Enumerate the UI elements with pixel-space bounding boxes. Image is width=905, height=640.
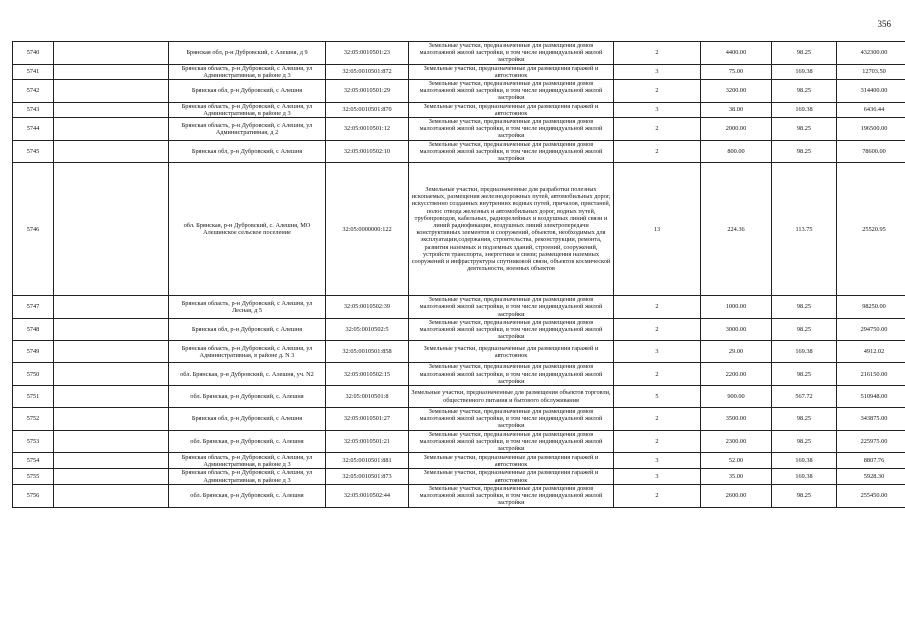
specific-value-cell: 98.25: [772, 363, 837, 386]
area-cell: 35.00: [701, 469, 772, 484]
use-group-cell: 2: [614, 318, 701, 341]
use-group-cell: 2: [614, 408, 701, 431]
land-use-cell: Земельные участки, предназначенные для размещения домов малоэтажной жилой застройки, в том числе индивидуальной жилой застройки: [409, 430, 614, 453]
empty-cell: [54, 102, 169, 117]
cadastral-number-cell: 32:05:0010502:5: [326, 318, 409, 341]
cadastral-value-cell: 98250.00: [837, 296, 905, 319]
land-use-cell: Земельные участки, предназначенные для размещения гаражей и автостоянок: [409, 453, 614, 469]
address-cell: Брянская обл, р-н Дубровский, с Алешня: [169, 408, 326, 431]
land-use-cell: Земельные участки, предназначенные для размещения домов малоэтажной жилой застройки, в том числе индивидуальной жилой застройки: [409, 408, 614, 431]
address-cell: Брянская область, р-н Дубровский, с Алешня, ул Административная, в районе д 3: [169, 102, 326, 117]
area-cell: 2200.00: [701, 363, 772, 386]
row-number-cell: 5752: [13, 408, 54, 431]
table-row: [13, 469, 905, 484]
empty-cell: [54, 453, 169, 469]
land-use-cell: Земельные участки, предназначенные для размещения домов малоэтажной жилой застройки, в том числе индивидуальной жилой застройки: [409, 80, 614, 103]
land-use-cell: Земельные участки, предназначенные для размещения домов малоэтажной жилой застройки, в том числе индивидуальной жилой застройки: [409, 318, 614, 341]
row-number-cell: 5744: [13, 118, 54, 141]
use-group-cell: 3: [614, 341, 701, 363]
address-cell: обл. Брянская, р-н Дубровский, с. Алешня: [169, 430, 326, 453]
specific-value-cell: 98.25: [772, 140, 837, 163]
specific-value-cell: 169.38: [772, 453, 837, 469]
row-number-cell: 5742: [13, 80, 54, 103]
cadastral-value-cell: 510948.00: [837, 386, 905, 408]
land-use-cell: Земельные участки, предназначенные для размещения домов малоэтажной жилой застройки, в том числе индивидуальной жилой застройки: [409, 140, 614, 163]
cadastral-value-cell: 25520.95: [837, 163, 905, 296]
area-cell: 2300.00: [701, 430, 772, 453]
use-group-cell: 2: [614, 484, 701, 507]
page-number: 356: [877, 19, 891, 29]
empty-cell: [54, 318, 169, 341]
empty-cell: [54, 140, 169, 163]
specific-value-cell: 98.25: [772, 430, 837, 453]
land-use-cell: Земельные участки, предназначенные для размещения домов малоэтажной жилой застройки, в том числе индивидуальной жилой застройки: [409, 363, 614, 386]
specific-value-cell: 113.75: [772, 163, 837, 296]
specific-value-cell: 98.25: [772, 318, 837, 341]
land-use-cell: Земельные участки, предназначенные для размещения гаражей и автостоянок: [409, 64, 614, 79]
cadastral-value-cell: 78600.00: [837, 140, 905, 163]
row-number-cell: 5746: [13, 163, 54, 296]
cadastral-value-cell: 12703.50: [837, 64, 905, 79]
address-cell: Брянская область, р-н Дубровский, с Алешня, ул Административная, в районе д 3: [169, 469, 326, 484]
use-group-cell: 2: [614, 430, 701, 453]
row-number-cell: 5748: [13, 318, 54, 341]
row-number-cell: 5756: [13, 484, 54, 507]
table-row: [13, 80, 905, 103]
specific-value-cell: 567.72: [772, 386, 837, 408]
empty-cell: [54, 64, 169, 79]
address-cell: Брянская область, р-н Дубровский, с Алешня, ул Административная, д 2: [169, 118, 326, 141]
use-group-cell: 2: [614, 140, 701, 163]
address-cell: обл. Брянская, р-н Дубровский, с. Алешня, уч. N2: [169, 363, 326, 386]
cadastral-value-cell: 314400.00: [837, 80, 905, 103]
table-row: [13, 163, 905, 296]
row-number-cell: 5751: [13, 386, 54, 408]
row-number-cell: 5745: [13, 140, 54, 163]
empty-cell: [54, 42, 169, 65]
area-cell: 3200.00: [701, 80, 772, 103]
cadastral-value-cell: 343875.00: [837, 408, 905, 431]
row-number-cell: 5755: [13, 469, 54, 484]
empty-cell: [54, 484, 169, 507]
cadastral-value-cell: 196500.00: [837, 118, 905, 141]
empty-cell: [54, 296, 169, 319]
address-cell: Брянская область, р-н Дубровский, с Алешня, ул Административная, в районе д. N 3: [169, 341, 326, 363]
area-cell: 800.00: [701, 140, 772, 163]
land-use-cell: Земельные участки, предназначенные для размещения гаражей и автостоянок: [409, 469, 614, 484]
land-registry-table: [12, 41, 905, 508]
empty-cell: [54, 408, 169, 431]
empty-cell: [54, 80, 169, 103]
area-cell: 38.00: [701, 102, 772, 117]
table-row: [13, 296, 905, 319]
address-cell: обл. Брянская, р-н Дубровский, с. Алешня, МО Алешинское сельское поселение: [169, 163, 326, 296]
area-cell: 900.00: [701, 386, 772, 408]
use-group-cell: 3: [614, 453, 701, 469]
cadastral-value-cell: 294750.00: [837, 318, 905, 341]
use-group-cell: 5: [614, 386, 701, 408]
land-use-cell: Земельные участки, предназначенные для разработки полезных ископаемых, размещения железнодорожных путей, автомобильных дорог, искусственно созданных внутренних водных путей, причалов, пристаней, полос отвода железных и автомобильных дорог, водных путей, трубопроводов, кабельных, радиорелейных и воздушных линий связи и линий радиофикации, воздушных линий электропередачи конструктивных элементов и сооружений, объектов, необходимых для эксплуатации,содержания, строительства, реконструкции, ремонта, развития наземных и подземных зданий, строений, сооружений, устройств транспорта, энергетики и связи; размещения наземных сооружений и инфраструктуры спутниковой связи, объектов космической деятельности, военных объектов: [409, 163, 614, 296]
cadastral-number-cell: 32:05:0010501:29: [326, 80, 409, 103]
address-cell: Брянская область, р-н Дубровский, с Алешня, ул Административная, в районе д 3: [169, 64, 326, 79]
table-row: [13, 453, 905, 469]
use-group-cell: 3: [614, 469, 701, 484]
use-group-cell: 2: [614, 296, 701, 319]
use-group-cell: 3: [614, 102, 701, 117]
cadastral-number-cell: 32:05:0010501:21: [326, 430, 409, 453]
cadastral-value-cell: 432300.00: [837, 42, 905, 65]
address-cell: Брянская обл, р-н Дубровский, с Алешня: [169, 140, 326, 163]
table-row: [13, 484, 905, 507]
use-group-cell: 2: [614, 363, 701, 386]
table-row: [13, 118, 905, 141]
specific-value-cell: 169.38: [772, 341, 837, 363]
address-cell: Брянская обл, р-н Дубровский, с Алешня, д 9: [169, 42, 326, 65]
empty-cell: [54, 469, 169, 484]
cadastral-value-cell: 4912.02: [837, 341, 905, 363]
table-row: [13, 42, 905, 65]
cadastral-number-cell: 32:05:0010502:15: [326, 363, 409, 386]
table-row: [13, 102, 905, 117]
table-row: [13, 386, 905, 408]
land-use-cell: Земельные участки, предназначенные для размещения гаражей и автостоянок: [409, 341, 614, 363]
cadastral-value-cell: 216150.00: [837, 363, 905, 386]
specific-value-cell: 169.38: [772, 469, 837, 484]
specific-value-cell: 169.38: [772, 64, 837, 79]
cadastral-number-cell: 32:05:0000000:122: [326, 163, 409, 296]
cadastral-number-cell: 32:05:0010501:27: [326, 408, 409, 431]
address-cell: обл. Брянская, р-н Дубровский, с. Алешня: [169, 386, 326, 408]
area-cell: 1000.00: [701, 296, 772, 319]
specific-value-cell: 98.25: [772, 296, 837, 319]
table-body: [13, 42, 905, 508]
cadastral-number-cell: 32:05:0010502:10: [326, 140, 409, 163]
cadastral-value-cell: 255450.00: [837, 484, 905, 507]
empty-cell: [54, 430, 169, 453]
specific-value-cell: 98.25: [772, 408, 837, 431]
cadastral-number-cell: 32:05:0010501:23: [326, 42, 409, 65]
use-group-cell: 3: [614, 64, 701, 79]
row-number-cell: 5740: [13, 42, 54, 65]
area-cell: 3500.00: [701, 408, 772, 431]
row-number-cell: 5750: [13, 363, 54, 386]
area-cell: 75.00: [701, 64, 772, 79]
specific-value-cell: 169.38: [772, 102, 837, 117]
cadastral-number-cell: 32:05:0010501:8: [326, 386, 409, 408]
specific-value-cell: 98.25: [772, 42, 837, 65]
area-cell: 4400.00: [701, 42, 772, 65]
cadastral-number-cell: 32:05:0010501:858: [326, 341, 409, 363]
row-number-cell: 5754: [13, 453, 54, 469]
table-row: [13, 363, 905, 386]
specific-value-cell: 98.25: [772, 80, 837, 103]
table-row: [13, 140, 905, 163]
area-cell: 2600.00: [701, 484, 772, 507]
address-cell: Брянская область, р-н Дубровский, с Алешня, ул Административная, в районе д 3: [169, 453, 326, 469]
empty-cell: [54, 386, 169, 408]
address-cell: Брянская обл, р-н Дубровский, с Алешня: [169, 80, 326, 103]
cadastral-value-cell: 5928.30: [837, 469, 905, 484]
cadastral-value-cell: 6436.44: [837, 102, 905, 117]
empty-cell: [54, 118, 169, 141]
address-cell: Брянская обл, р-н Дубровский, с Алешня: [169, 318, 326, 341]
address-cell: обл. Брянская, р-н Дубровский, с. Алешня: [169, 484, 326, 507]
cadastral-value-cell: 8807.76: [837, 453, 905, 469]
row-number-cell: 5753: [13, 430, 54, 453]
area-cell: 52.00: [701, 453, 772, 469]
cadastral-number-cell: 32:05:0010502:44: [326, 484, 409, 507]
use-group-cell: 2: [614, 118, 701, 141]
land-use-cell: Земельные участки, предназначенные для размещения домов малоэтажной жилой застройки, в том числе индивидуальной жилой застройки: [409, 296, 614, 319]
cadastral-number-cell: 32:05:0010501:12: [326, 118, 409, 141]
specific-value-cell: 98.25: [772, 484, 837, 507]
cadastral-number-cell: 32:05:0010501:873: [326, 469, 409, 484]
table-row: [13, 341, 905, 363]
row-number-cell: 5743: [13, 102, 54, 117]
cadastral-number-cell: 32:05:0010502:39: [326, 296, 409, 319]
use-group-cell: 2: [614, 42, 701, 65]
empty-cell: [54, 363, 169, 386]
cadastral-value-cell: 225975.00: [837, 430, 905, 453]
land-use-cell: Земельные участки, предназначенные для размещения домов малоэтажной жилой застройки, в том числе индивидуальной жилой застройки: [409, 118, 614, 141]
area-cell: 224.36: [701, 163, 772, 296]
table-row: [13, 408, 905, 431]
empty-cell: [54, 163, 169, 296]
area-cell: 29.00: [701, 341, 772, 363]
row-number-cell: 5741: [13, 64, 54, 79]
land-use-cell: Земельные участки, предназначенные для размещения домов малоэтажной жилой застройки, в том числе индивидуальной жилой застройки: [409, 42, 614, 65]
table-row: [13, 318, 905, 341]
cadastral-number-cell: 32:05:0010501:872: [326, 64, 409, 79]
row-number-cell: 5747: [13, 296, 54, 319]
use-group-cell: 2: [614, 80, 701, 103]
specific-value-cell: 98.25: [772, 118, 837, 141]
cadastral-number-cell: 32:05:0010501:881: [326, 453, 409, 469]
address-cell: Брянская область, р-н Дубровский, с Алешня, ул Лесная, д 5: [169, 296, 326, 319]
land-use-cell: Земельные участки, предназначенные для размещения гаражей и автостоянок: [409, 102, 614, 117]
row-number-cell: 5749: [13, 341, 54, 363]
table-row: [13, 64, 905, 79]
land-use-cell: Земельные участки, предназначенные для размещения домов малоэтажной жилой застройки, в том числе индивидуальной жилой застройки: [409, 484, 614, 507]
land-use-cell: Земельные участки, предназначенные для размещения объектов торговли, общественного питания и бытового обслуживания: [409, 386, 614, 408]
cadastral-number-cell: 32:05:0010501:870: [326, 102, 409, 117]
area-cell: 2000.00: [701, 118, 772, 141]
use-group-cell: 13: [614, 163, 701, 296]
table-row: [13, 430, 905, 453]
empty-cell: [54, 341, 169, 363]
area-cell: 3000.00: [701, 318, 772, 341]
